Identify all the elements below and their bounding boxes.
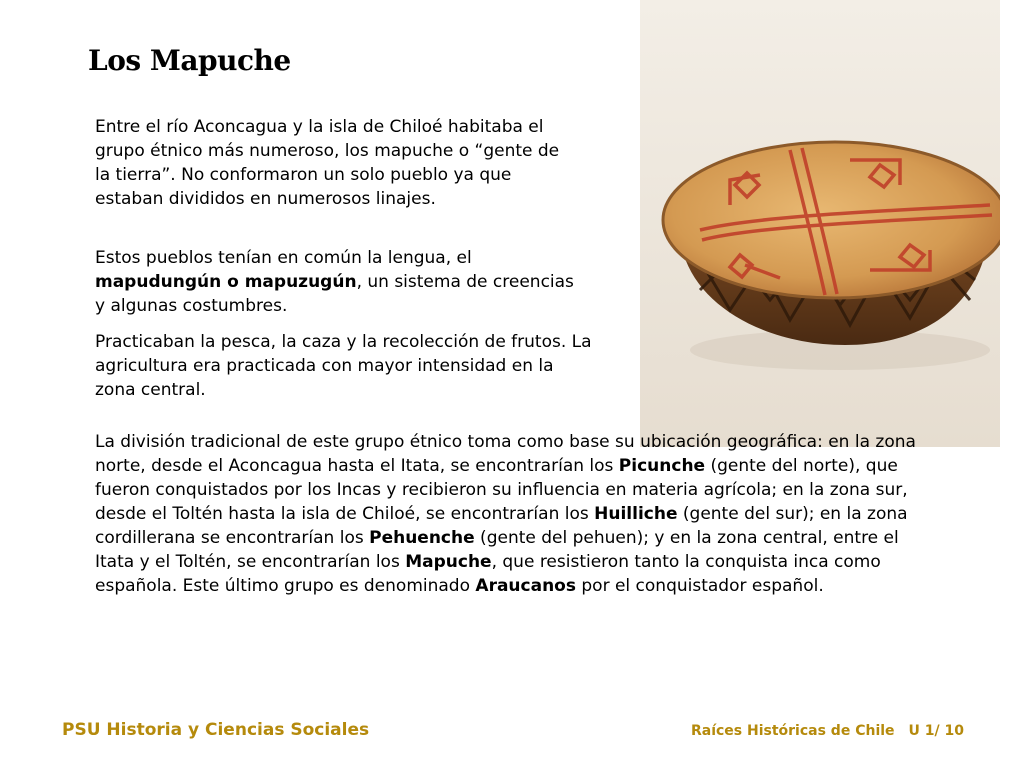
bold-term: Huilliche: [594, 504, 678, 524]
paragraph-language: [95, 246, 575, 318]
bold-term: Mapuche: [405, 552, 492, 572]
footer-section-title: Raíces Históricas de Chile: [690, 723, 895, 739]
footer-course-title: PSU Historia y Ciencias Sociales: [62, 720, 370, 740]
text-segment: La división tradicional de este grupo étnico toma como base su ubicación geográfica: en la zona norte, desde el Aconcagua hasta el Itata, se encontrarían los: [95, 432, 916, 476]
text-segment: , un sistema de creencias y algunas costumbres.: [95, 272, 574, 316]
text-segment: por el conquistador español.: [575, 576, 824, 596]
text-segment: , que resistieron tanto la conquista inca como española. Este último grupo es denominado: [95, 552, 881, 596]
bold-term: Pehuenche: [369, 528, 475, 548]
paragraph-intro: Entre el río Aconcagua y la isla de Chiloé habitaba el grupo étnico más numeroso, los mapuche o “gente de la tierra”. No conformaron un solo pueblo ya que estaban divididos en numerosos linajes.: [95, 117, 560, 209]
bold-term: mapudungún o mapuzugún: [95, 272, 357, 292]
kultrun-drum-image: [640, 0, 1000, 447]
bold-term: Araucanos: [475, 576, 576, 596]
page-title: Los Mapuche: [88, 44, 291, 77]
text-segment: (gente del norte), que fueron conquistados por los Incas y recibieron su influencia en materia agrícola; en la zona sur, desde el Toltén hasta la isla de Chiloé, se encontrarían los: [95, 456, 908, 524]
footer-page-number: U 1/ 10: [908, 723, 964, 739]
paragraph-division: [95, 430, 925, 598]
paragraph-economy: Practicaban la pesca, la caza y la recolección de frutos. La agricultura era practicada con mayor intensidad en la zona central.: [95, 332, 592, 400]
footer-unit-label: [691, 723, 964, 739]
bold-term: Picunche: [618, 456, 706, 476]
text-segment: Estos pueblos tenían en común la lengua, el: [95, 248, 472, 268]
text-segment: (gente del pehuen); y en la zona central, entre el Itata y el Toltén, se encontrarían los: [95, 528, 899, 572]
text-segment: (gente del sur); en la zona cordillerana se encontrarían los: [95, 504, 908, 548]
drum-photo: [640, 0, 1000, 447]
